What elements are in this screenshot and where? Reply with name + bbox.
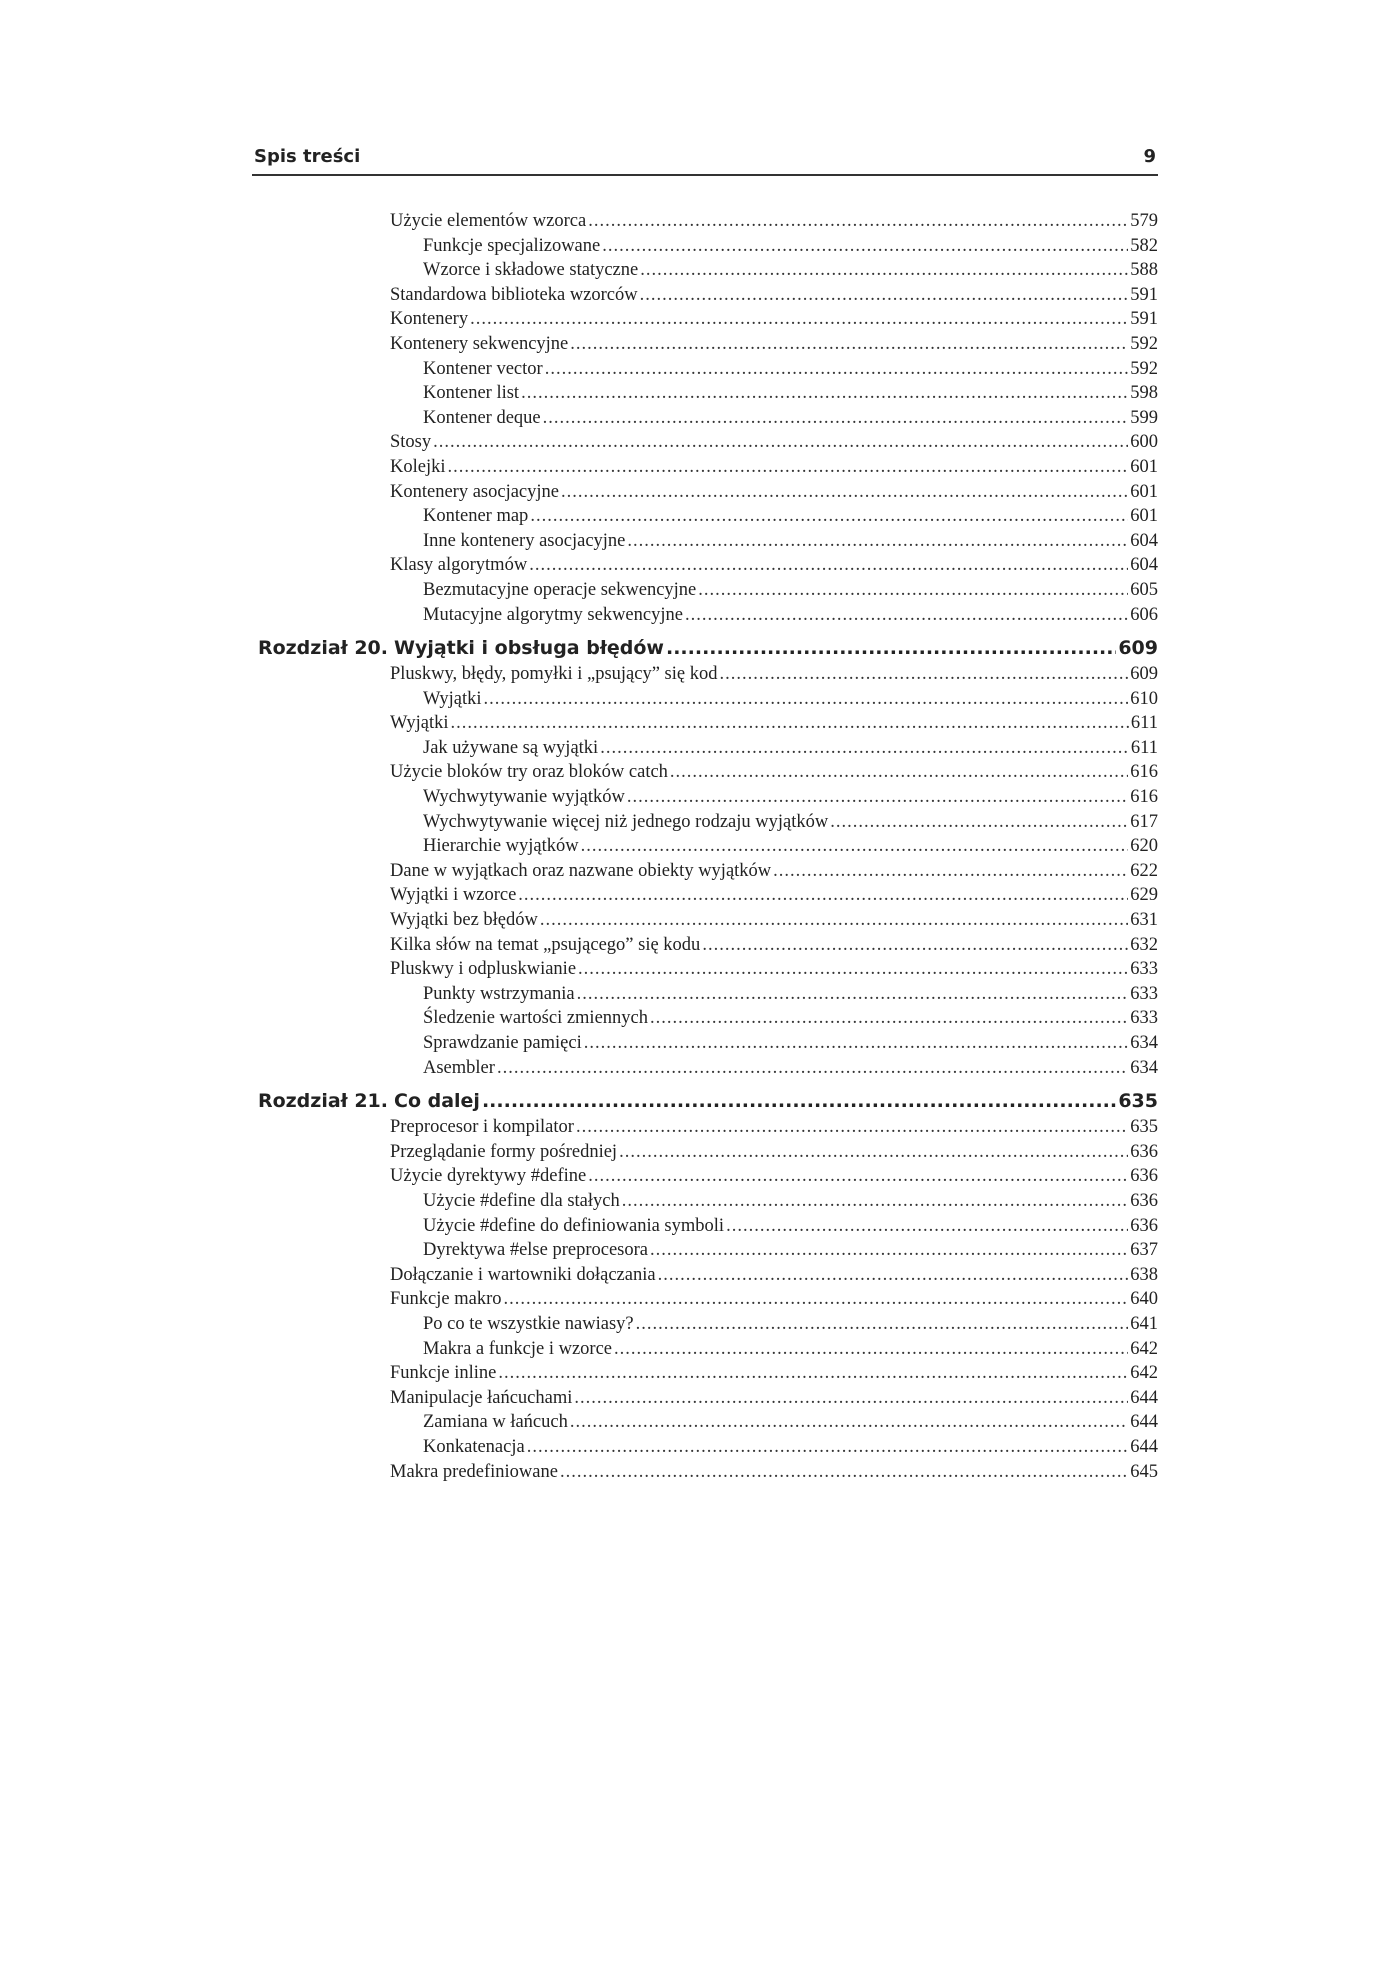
dot-leader [574, 1388, 1128, 1409]
toc-entry-page: 591 [1130, 284, 1158, 305]
toc-entry[interactable] [252, 713, 1158, 738]
toc-entry[interactable] [252, 762, 1158, 787]
running-header-title: Spis treści [254, 146, 361, 167]
toc-entry[interactable] [252, 935, 1158, 960]
toc-entry[interactable] [252, 1339, 1158, 1364]
toc-entry[interactable] [252, 1216, 1158, 1241]
toc-entry-title: Kilka słów na temat „psującego” się kodu [390, 934, 701, 955]
dot-leader [627, 531, 1128, 552]
toc-entry-page: 601 [1130, 506, 1158, 527]
dot-leader [666, 637, 1116, 659]
toc-entry-page: 605 [1130, 579, 1158, 600]
toc-entry-page: 644 [1130, 1387, 1158, 1408]
dot-leader [529, 555, 1128, 576]
toc-entry-title: Kontenery sekwencyjne [390, 333, 569, 354]
toc-entry-title: Pluskwy, błędy, pomyłki i „psujący” się kod [390, 664, 718, 685]
dot-leader [497, 1058, 1128, 1079]
toc-block-1 [252, 211, 1158, 629]
toc-entry-title: Dołączanie i wartowniki dołączania [390, 1264, 656, 1285]
toc-entry[interactable] [252, 383, 1158, 408]
table-of-contents [252, 211, 1158, 1486]
toc-entry-title: Śledzenie wartości zmiennych [423, 1008, 648, 1029]
toc-entry[interactable] [252, 812, 1158, 837]
dot-leader [470, 309, 1128, 330]
dot-leader [561, 482, 1128, 503]
dot-leader [482, 1090, 1116, 1112]
toc-entry-title: Jak używane są wyjątki [423, 737, 599, 758]
running-header [252, 144, 1158, 176]
dot-leader [584, 1033, 1129, 1054]
toc-entry-page: 637 [1130, 1240, 1158, 1261]
toc-entry-title: Konkatenacja [423, 1436, 525, 1457]
toc-entry[interactable] [252, 1388, 1158, 1413]
toc-entry-title: Funkcje inline [390, 1363, 497, 1384]
toc-entry-title: Użycie bloków try oraz bloków catch [390, 762, 668, 783]
toc-entry-page: 606 [1130, 604, 1158, 625]
dot-leader [830, 812, 1128, 833]
toc-entry-page: 588 [1130, 260, 1158, 281]
dot-leader [650, 1240, 1128, 1261]
toc-entry-title: Funkcje makro [390, 1289, 502, 1310]
toc-entry[interactable] [252, 836, 1158, 861]
dot-leader [581, 836, 1129, 857]
toc-entry-title: Stosy [390, 432, 432, 453]
toc-entry-title: Wzorce i składowe statyczne [423, 260, 639, 281]
dot-leader [518, 885, 1128, 906]
dot-leader [450, 713, 1128, 734]
toc-entry-page: 582 [1130, 235, 1158, 256]
toc-entry-title: Wychwytywanie więcej niż jednego rodzaju wyjątków [423, 811, 829, 832]
toc-entry-page: 616 [1130, 787, 1158, 808]
dot-leader [540, 910, 1128, 931]
toc-entry[interactable] [252, 1191, 1158, 1216]
dot-leader [448, 457, 1129, 478]
page-number: 9 [1143, 146, 1156, 167]
toc-entry-title: Po co te wszystkie nawiasy? [423, 1313, 634, 1334]
toc-entry-page: 598 [1130, 383, 1158, 404]
toc-entry[interactable] [252, 1289, 1158, 1314]
toc-block-2 [252, 664, 1158, 1082]
toc-entry[interactable] [252, 885, 1158, 910]
toc-entry-title: Kontener list [423, 383, 520, 404]
chapter-page: 609 [1118, 637, 1158, 660]
toc-entry-title: Asembler [423, 1057, 495, 1078]
toc-entry-title: Kontenery asocjacyjne [390, 481, 559, 502]
dot-leader [543, 408, 1129, 429]
toc-entry[interactable] [252, 1240, 1158, 1265]
toc-entry[interactable] [252, 1314, 1158, 1339]
toc-entry-page: 616 [1130, 762, 1158, 783]
toc-entry-page: 642 [1130, 1363, 1158, 1384]
dot-leader [658, 1265, 1129, 1286]
toc-entry[interactable] [252, 959, 1158, 984]
toc-entry-page: 622 [1130, 860, 1158, 881]
toc-entry[interactable] [252, 432, 1158, 457]
dot-leader [622, 1191, 1129, 1212]
toc-entry-title: Użycie elementów wzorca [390, 211, 587, 231]
toc-entry-title: Inne kontenery asocjacyjne [423, 530, 626, 551]
toc-entry[interactable] [252, 1117, 1158, 1142]
toc-entry-page: 591 [1130, 309, 1158, 330]
toc-entry-page: 636 [1130, 1215, 1158, 1236]
toc-entry[interactable] [252, 1058, 1158, 1083]
dot-leader [498, 1363, 1128, 1384]
toc-entry-page: 633 [1130, 983, 1158, 1004]
toc-entry[interactable] [252, 260, 1158, 285]
toc-entry[interactable] [252, 605, 1158, 630]
dot-leader [433, 432, 1128, 453]
chapter-number: Rozdział 20. [257, 637, 388, 660]
toc-entry-title: Klasy algorytmów [390, 555, 528, 576]
toc-entry-page: 600 [1130, 432, 1158, 453]
toc-entry-page: 633 [1130, 959, 1158, 980]
toc-entry-page: 592 [1130, 333, 1158, 354]
chapter-heading-21[interactable] [252, 1090, 1158, 1114]
toc-entry-title: Wyjątki i wzorce [390, 885, 517, 906]
toc-entry[interactable] [252, 408, 1158, 433]
toc-entry-title: Pluskwy i odpluskwianie [390, 959, 577, 980]
toc-entry-page: 611 [1130, 737, 1158, 758]
toc-entry-title: Standardowa biblioteka wzorców [390, 284, 638, 305]
toc-entry[interactable] [252, 285, 1158, 310]
dot-leader [685, 605, 1128, 626]
toc-entry[interactable] [252, 861, 1158, 886]
dot-leader [640, 285, 1129, 306]
toc-entry-page: 609 [1130, 664, 1158, 685]
toc-entry-title: Manipulacje łańcuchami [390, 1387, 573, 1408]
toc-entry-page: 620 [1130, 836, 1158, 857]
toc-entry-page: 599 [1130, 407, 1158, 428]
toc-entry-title: Sprawdzanie pamięci [423, 1033, 582, 1053]
toc-entry-page: 642 [1130, 1338, 1158, 1359]
toc-entry-page: 636 [1130, 1166, 1158, 1187]
toc-entry[interactable] [252, 689, 1158, 714]
toc-entry[interactable] [252, 1033, 1158, 1058]
toc-entry[interactable] [252, 1265, 1158, 1290]
toc-entry-page: 601 [1130, 481, 1158, 502]
toc-entry[interactable] [252, 236, 1158, 261]
toc-entry-page: 644 [1130, 1436, 1158, 1457]
toc-entry-page: 604 [1130, 555, 1158, 576]
toc-entry-title: Dyrektywa #else preprocesora [423, 1240, 648, 1261]
toc-entry[interactable] [252, 506, 1158, 531]
toc-entry-title: Makra predefiniowane [390, 1461, 558, 1482]
toc-entry-title: Wychwytywanie wyjątków [423, 787, 625, 808]
dot-leader [588, 1166, 1128, 1187]
dot-leader [527, 1437, 1129, 1458]
dot-leader [576, 1117, 1128, 1138]
dot-leader [577, 984, 1129, 1005]
toc-entry[interactable] [252, 1363, 1158, 1388]
toc-entry-page: 641 [1130, 1313, 1158, 1334]
dot-leader [640, 260, 1128, 281]
toc-entry-page: 634 [1130, 1033, 1158, 1053]
toc-entry-page: 636 [1130, 1190, 1158, 1211]
chapter-title: Co dalej [394, 1090, 480, 1113]
toc-entry[interactable] [252, 1142, 1158, 1167]
dot-leader [578, 959, 1128, 980]
chapter-title: Wyjątki i obsługa błędów [394, 637, 664, 660]
dot-leader [614, 1339, 1128, 1360]
toc-entry-page: 633 [1130, 1008, 1158, 1029]
dot-leader [636, 1314, 1129, 1335]
toc-entry-page: 629 [1130, 885, 1158, 906]
toc-entry-title: Użycie #define do definiowania symboli [423, 1215, 725, 1236]
dot-leader [627, 787, 1128, 808]
toc-entry[interactable] [252, 359, 1158, 384]
dot-leader [600, 738, 1129, 759]
dot-leader [545, 359, 1129, 380]
toc-entry-page: 635 [1130, 1117, 1158, 1138]
toc-entry[interactable] [252, 1166, 1158, 1191]
toc-entry[interactable] [252, 1008, 1158, 1033]
dot-leader [483, 689, 1128, 710]
toc-entry-page: 610 [1130, 688, 1158, 709]
toc-entry-page: 611 [1130, 713, 1158, 734]
toc-entry-title: Dane w wyjątkach oraz nazwane obiekty wyjątków [390, 860, 772, 881]
toc-entry-page: 632 [1130, 934, 1158, 955]
toc-entry-page: 640 [1130, 1289, 1158, 1310]
chapter-page: 635 [1118, 1090, 1158, 1113]
toc-entry[interactable] [252, 738, 1158, 763]
toc-entry[interactable] [252, 211, 1158, 236]
toc-entry-title: Preprocesor i kompilator [390, 1117, 574, 1138]
toc-entry-page: 631 [1130, 910, 1158, 931]
toc-block-3 [252, 1117, 1158, 1486]
toc-entry-title: Użycie dyrektywy #define [390, 1166, 587, 1187]
dot-leader [726, 1216, 1128, 1237]
toc-entry-page: 634 [1130, 1057, 1158, 1078]
toc-entry[interactable] [252, 531, 1158, 556]
toc-entry[interactable] [252, 984, 1158, 1009]
dot-leader [530, 506, 1128, 527]
toc-entry[interactable] [252, 1462, 1158, 1487]
toc-entry-page: 617 [1130, 811, 1158, 832]
chapter-number: Rozdział 21. [257, 1090, 388, 1113]
dot-leader [570, 334, 1128, 355]
toc-entry[interactable] [252, 580, 1158, 605]
toc-entry[interactable] [252, 1437, 1158, 1462]
toc-entry-title: Funkcje specjalizowane [423, 235, 601, 256]
dot-leader [670, 762, 1128, 783]
toc-entry-page: 604 [1130, 530, 1158, 551]
toc-entry-title: Bezmutacyjne operacje sekwencyjne [423, 579, 697, 600]
dot-leader [570, 1412, 1128, 1433]
toc-entry-title: Zamiana w łańcuch [423, 1412, 568, 1433]
toc-entry-title: Kontenery [390, 309, 469, 330]
toc-entry-page: 601 [1130, 456, 1158, 477]
dot-leader [588, 211, 1128, 232]
toc-entry[interactable] [252, 787, 1158, 812]
toc-entry-title: Punkty wstrzymania [423, 983, 575, 1004]
toc-entry[interactable] [252, 334, 1158, 359]
dot-leader [560, 1462, 1128, 1483]
toc-entry-title: Użycie #define dla stałych [423, 1190, 620, 1211]
dot-leader [521, 383, 1128, 404]
toc-entry[interactable] [252, 910, 1158, 935]
dot-leader [602, 236, 1128, 257]
toc-entry-title: Mutacyjne algorytmy sekwencyjne [423, 604, 683, 625]
toc-entry[interactable] [252, 457, 1158, 482]
toc-entry-title: Makra a funkcje i wzorce [423, 1338, 613, 1359]
toc-entry-title: Kolejki [390, 456, 446, 477]
toc-entry-title: Kontener vector [423, 358, 543, 379]
toc-entry[interactable] [252, 664, 1158, 689]
toc-entry-title: Kontener deque [423, 407, 541, 428]
toc-entry-title: Wyjątki bez błędów [390, 910, 538, 931]
toc-entry[interactable] [252, 482, 1158, 507]
toc-entry[interactable] [252, 1412, 1158, 1437]
toc-entry-page: 645 [1130, 1461, 1158, 1482]
toc-entry-page: 644 [1130, 1412, 1158, 1433]
toc-entry[interactable] [252, 555, 1158, 580]
dot-leader [698, 580, 1128, 601]
toc-entry-page: 636 [1130, 1141, 1158, 1162]
dot-leader [773, 861, 1128, 882]
toc-entry-title: Kontener map [423, 506, 529, 527]
toc-entry-page: 579 [1130, 211, 1158, 231]
toc-entry-page: 638 [1130, 1264, 1158, 1285]
dot-leader [702, 935, 1128, 956]
dot-leader [504, 1289, 1129, 1310]
toc-entry-title: Hierarchie wyjątków [423, 836, 579, 857]
dot-leader [650, 1008, 1128, 1029]
dot-leader [719, 664, 1128, 685]
toc-entry[interactable] [252, 309, 1158, 334]
toc-entry-title: Wyjątki [423, 688, 482, 709]
toc-entry-title: Wyjątki [390, 713, 449, 734]
chapter-heading-20[interactable] [252, 637, 1158, 661]
toc-entry-title: Przeglądanie formy pośredniej [390, 1141, 618, 1162]
toc-entry-page: 592 [1130, 358, 1158, 379]
dot-leader [619, 1142, 1128, 1163]
